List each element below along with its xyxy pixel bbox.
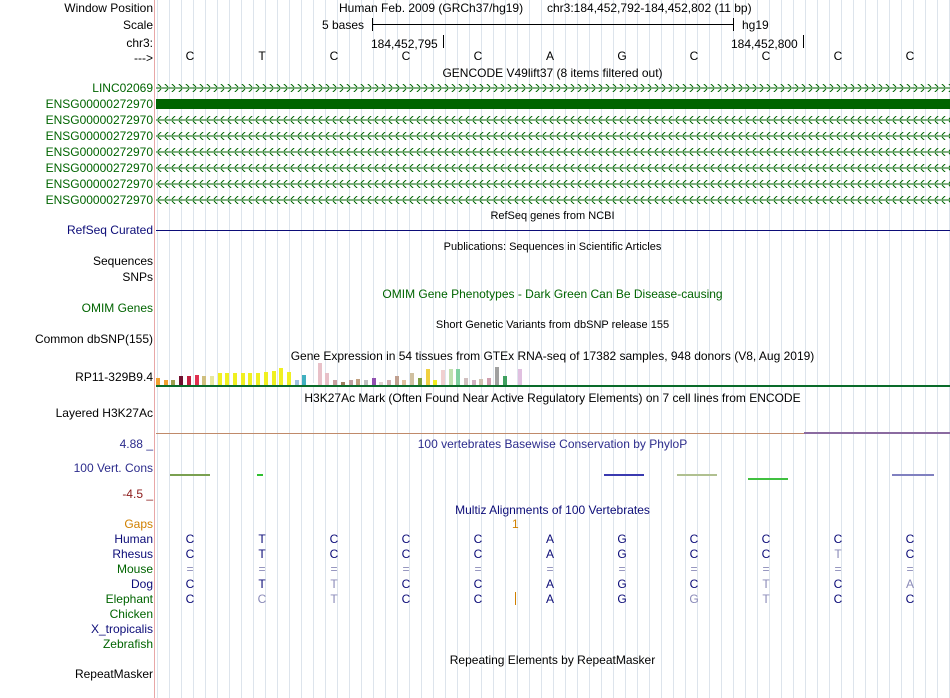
gtex-bar-33[interactable] bbox=[410, 373, 414, 385]
base-6: G bbox=[617, 49, 627, 63]
gtex-bar-38[interactable] bbox=[449, 369, 453, 385]
base-7: C bbox=[689, 49, 699, 63]
species-base: = bbox=[546, 562, 554, 576]
omim-title[interactable]: OMIM Gene Phenotypes - Dark Green Can Be Disease-causing bbox=[382, 287, 723, 301]
species-base: A bbox=[545, 547, 554, 561]
snps-label[interactable]: SNPs bbox=[122, 270, 153, 284]
species-base: C bbox=[185, 547, 195, 561]
base-8: C bbox=[761, 49, 771, 63]
base-1: T bbox=[258, 49, 266, 63]
gtex-bar-8[interactable] bbox=[218, 373, 222, 385]
h3k27ac-signal-2[interactable] bbox=[804, 432, 950, 434]
species-base: T bbox=[762, 577, 770, 591]
species-label-zebrafish[interactable]: Zebrafish bbox=[102, 637, 153, 651]
species-base: C bbox=[833, 592, 843, 606]
gencode-item-2[interactable]: ENSG00000272970 bbox=[45, 113, 153, 127]
coord-tick-1-mark bbox=[443, 35, 444, 48]
species-label-dog[interactable]: Dog bbox=[130, 577, 153, 591]
species-base: = bbox=[258, 562, 266, 576]
coord-tick-1: 184,452,795 bbox=[371, 37, 438, 51]
species-base: C bbox=[401, 532, 411, 546]
species-base: C bbox=[905, 592, 915, 606]
chrom-label: chr3: bbox=[126, 36, 153, 50]
species-base: C bbox=[329, 532, 339, 546]
species-base: G bbox=[617, 577, 627, 591]
gtex-bar-39[interactable] bbox=[456, 369, 460, 385]
gencode-title[interactable]: GENCODE V49lift37 (8 items filtered out) bbox=[442, 66, 663, 80]
refseq-label[interactable]: RefSeq Curated bbox=[66, 223, 153, 237]
coord-tick-2: 184,452,800 bbox=[731, 37, 798, 51]
base-3: C bbox=[401, 49, 411, 63]
coord-tick-2-mark bbox=[803, 35, 804, 48]
species-base: = bbox=[186, 562, 194, 576]
sequences-label[interactable]: Sequences bbox=[92, 254, 153, 268]
cons-peak-4[interactable] bbox=[748, 478, 788, 480]
species-base: T bbox=[834, 547, 842, 561]
gencode-item-7[interactable]: ENSG00000272970 bbox=[45, 193, 153, 207]
species-base: C bbox=[473, 577, 483, 591]
gencode-feature-4[interactable] bbox=[156, 148, 950, 156]
gap-insert-mark bbox=[515, 592, 516, 605]
species-label-rhesus[interactable]: Rhesus bbox=[112, 547, 153, 561]
species-base: C bbox=[473, 532, 483, 546]
base-5: A bbox=[545, 49, 554, 63]
gtex-title[interactable]: Gene Expression in 54 tissues from GTEx RNA-seq of 17382 samples, 948 donors (V8, Aug 2019) bbox=[290, 349, 815, 363]
species-base: C bbox=[329, 547, 339, 561]
gtex-bar-4[interactable] bbox=[187, 376, 191, 385]
species-label-x_tropicalis[interactable]: X_tropicalis bbox=[90, 622, 153, 636]
gtex-bar-10[interactable] bbox=[233, 373, 237, 385]
h3k27ac-signal-1[interactable] bbox=[156, 433, 804, 434]
gencode-feature-0[interactable] bbox=[156, 84, 950, 92]
species-label-elephant[interactable]: Elephant bbox=[105, 592, 153, 606]
window-position-label: Window Position bbox=[64, 1, 153, 15]
gtex-bar-45[interactable] bbox=[503, 376, 507, 385]
species-base: C bbox=[401, 592, 411, 606]
gtex-bar-11[interactable] bbox=[241, 373, 245, 385]
cons-peak-2[interactable] bbox=[604, 474, 644, 476]
gencode-feature-2[interactable] bbox=[156, 116, 950, 124]
species-base: C bbox=[761, 547, 771, 561]
species-base: G bbox=[617, 532, 627, 546]
species-base: A bbox=[545, 577, 554, 591]
gtex-bar-17[interactable] bbox=[287, 372, 291, 385]
base-10: C bbox=[905, 49, 915, 63]
gtex-bar-43[interactable] bbox=[487, 378, 491, 385]
scale-bar-left-tick bbox=[372, 18, 373, 31]
gtex-bar-44[interactable] bbox=[495, 367, 499, 385]
gencode-item-5[interactable]: ENSG00000272970 bbox=[45, 161, 153, 175]
gtex-bar-6[interactable] bbox=[202, 376, 206, 385]
gtex-bar-22[interactable] bbox=[325, 373, 329, 385]
species-base: T bbox=[330, 592, 338, 606]
species-label-chicken[interactable]: Chicken bbox=[109, 607, 153, 621]
species-base: C bbox=[689, 577, 699, 591]
cons-min-label: -4.5 _ bbox=[122, 487, 153, 501]
gtex-bar-9[interactable] bbox=[225, 373, 229, 385]
species-base: C bbox=[473, 592, 483, 606]
gencode-feature-5[interactable] bbox=[156, 164, 950, 172]
species-base: G bbox=[617, 592, 627, 606]
repeatmasker-label[interactable]: RepeatMasker bbox=[74, 667, 153, 681]
gtex-bar-31[interactable] bbox=[395, 376, 399, 385]
gencode-item-4[interactable]: ENSG00000272970 bbox=[45, 145, 153, 159]
species-base: C bbox=[185, 532, 195, 546]
species-base: C bbox=[185, 577, 195, 591]
position-readout: chr3:184,452,792-184,452,802 (11 bp) bbox=[547, 1, 752, 15]
species-base: T bbox=[258, 577, 266, 591]
gtex-bar-16[interactable] bbox=[279, 368, 283, 385]
gtex-bar-7[interactable] bbox=[210, 376, 214, 385]
gencode-features[interactable] bbox=[156, 80, 950, 208]
cons-peak-1[interactable] bbox=[257, 474, 263, 476]
scale-assembly: hg19 bbox=[742, 18, 769, 32]
h3k27ac-title[interactable]: H3K27Ac Mark (Often Found Near Active Regulatory Elements) on 7 cell lines from ENCODE bbox=[304, 391, 801, 405]
cons-max-label: 4.88 _ bbox=[119, 437, 153, 451]
species-label-mouse[interactable]: Mouse bbox=[116, 562, 153, 576]
dbsnp-label[interactable]: Common dbSNP(155) bbox=[34, 332, 153, 346]
gtex-bar-28[interactable] bbox=[372, 378, 376, 385]
gtex-bar-12[interactable] bbox=[248, 373, 252, 385]
gtex-bar-0[interactable] bbox=[156, 378, 160, 385]
gtex-bar-21[interactable] bbox=[318, 363, 322, 385]
gap-count: 1 bbox=[512, 517, 519, 531]
gaps-label: Gaps bbox=[124, 517, 153, 531]
cons-peak-5[interactable] bbox=[892, 474, 934, 476]
scale-label: Scale bbox=[122, 18, 153, 32]
species-base: T bbox=[762, 592, 770, 606]
gencode-item-1[interactable]: ENSG00000272970 bbox=[45, 97, 153, 111]
gencode-item-6[interactable]: ENSG00000272970 bbox=[45, 177, 153, 191]
refseq-title[interactable]: RefSeq genes from NCBI bbox=[490, 210, 615, 222]
publications-title[interactable]: Publications: Sequences in Scientific Articles bbox=[443, 241, 662, 253]
conservation-title[interactable]: 100 vertebrates Basewise Conservation by PhyloP bbox=[417, 437, 688, 451]
assembly-title: Human Feb. 2009 (GRCh37/hg19) bbox=[339, 1, 524, 15]
gencode-item-0[interactable]: LINC02069 bbox=[92, 81, 153, 95]
species-base: = bbox=[906, 562, 914, 576]
gtex-bar-14[interactable] bbox=[264, 372, 268, 385]
base-9: C bbox=[833, 49, 843, 63]
scale-bar bbox=[372, 24, 734, 25]
species-base: = bbox=[618, 562, 626, 576]
gencode-feature-3[interactable] bbox=[156, 132, 950, 140]
base-2: C bbox=[329, 49, 339, 63]
cons-peak-3[interactable] bbox=[677, 474, 717, 476]
gtex-bar-35[interactable] bbox=[426, 369, 430, 385]
species-base: A bbox=[545, 592, 554, 606]
dbsnp-title[interactable]: Short Genetic Variants from dbSNP release 155 bbox=[435, 319, 670, 331]
species-base: = bbox=[330, 562, 338, 576]
gencode-feature-6[interactable] bbox=[156, 180, 950, 188]
species-base: A bbox=[545, 532, 554, 546]
species-label-human[interactable]: Human bbox=[114, 532, 153, 546]
species-base: C bbox=[401, 577, 411, 591]
refseq-feature[interactable] bbox=[156, 230, 950, 231]
species-base: G bbox=[689, 592, 699, 606]
scale-bases: 5 bases bbox=[322, 18, 365, 32]
gencode-feature-7[interactable] bbox=[156, 196, 950, 204]
gtex-bars[interactable] bbox=[156, 362, 536, 385]
species-base: C bbox=[833, 532, 843, 546]
species-base: C bbox=[905, 547, 915, 561]
gtex-bar-19[interactable] bbox=[302, 375, 306, 385]
omim-label[interactable]: OMIM Genes bbox=[81, 301, 153, 315]
species-base: T bbox=[258, 547, 266, 561]
species-base: A bbox=[905, 577, 914, 591]
gtex-bar-15[interactable] bbox=[272, 371, 276, 385]
h3k27ac-label[interactable]: Layered H3K27Ac bbox=[55, 406, 153, 420]
gtex-bar-47[interactable] bbox=[518, 369, 522, 385]
species-base: C bbox=[689, 532, 699, 546]
gtex-bar-34[interactable] bbox=[418, 378, 422, 385]
gtex-bar-3[interactable] bbox=[179, 376, 183, 385]
species-base: C bbox=[761, 532, 771, 546]
base-0: C bbox=[185, 49, 195, 63]
gtex-label[interactable]: RP11-329B9.4 bbox=[75, 370, 153, 384]
cons-peak-0[interactable] bbox=[170, 474, 210, 476]
species-base: C bbox=[689, 547, 699, 561]
gtex-bar-37[interactable] bbox=[441, 370, 445, 385]
species-base: C bbox=[473, 547, 483, 561]
species-base: G bbox=[617, 547, 627, 561]
species-base: C bbox=[185, 592, 195, 606]
scale-bar-right-tick bbox=[733, 18, 734, 31]
species-base: T bbox=[330, 577, 338, 591]
species-base: C bbox=[257, 592, 267, 606]
gencode-item-3[interactable]: ENSG00000272970 bbox=[45, 129, 153, 143]
species-base: = bbox=[834, 562, 842, 576]
species-base: C bbox=[833, 577, 843, 591]
species-base: = bbox=[474, 562, 482, 576]
repeatmasker-title[interactable]: Repeating Elements by RepeatMasker bbox=[449, 653, 656, 667]
gtex-baseline bbox=[156, 385, 950, 387]
gtex-bar-13[interactable] bbox=[256, 373, 260, 385]
strand-label: ---> bbox=[134, 51, 153, 65]
species-base: C bbox=[905, 532, 915, 546]
multiz-title[interactable]: Multiz Alignments of 100 Vertebrates bbox=[455, 503, 650, 517]
species-base: = bbox=[762, 562, 770, 576]
gtex-bar-40[interactable] bbox=[464, 378, 468, 385]
gtex-bar-5[interactable] bbox=[195, 375, 199, 385]
base-4: C bbox=[473, 49, 483, 63]
species-base: T bbox=[258, 532, 266, 546]
conservation-label[interactable]: 100 Vert. Cons bbox=[73, 461, 153, 475]
species-base: = bbox=[402, 562, 410, 576]
gencode-feature-1[interactable] bbox=[156, 99, 950, 109]
species-base: = bbox=[690, 562, 698, 576]
species-base: C bbox=[401, 547, 411, 561]
